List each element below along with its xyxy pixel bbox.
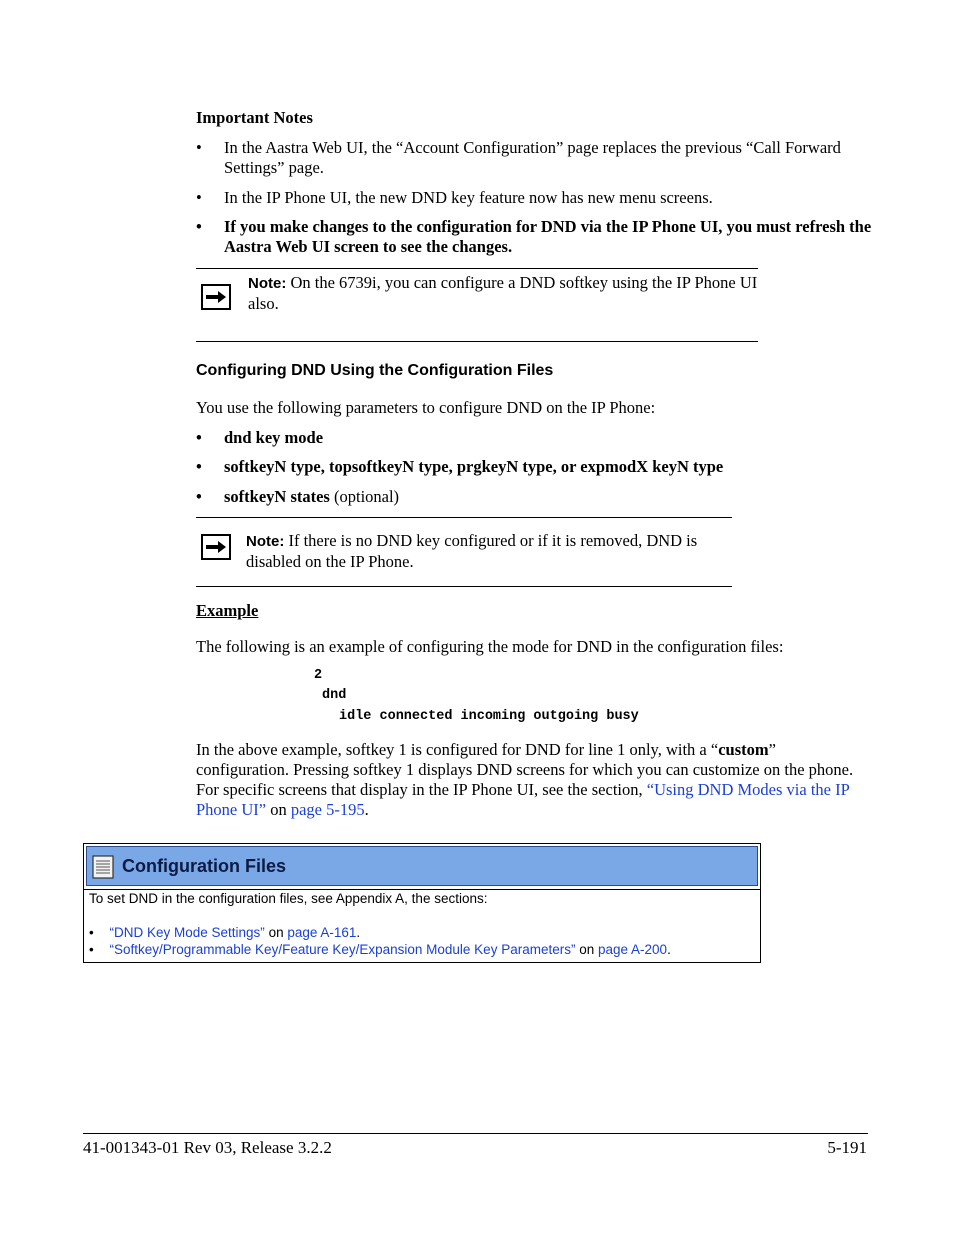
para-text: In the above example, softkey 1 is configured for DND for line 1 only, with a “ — [196, 740, 719, 759]
page-link[interactable]: page A-200 — [598, 942, 668, 957]
example-paragraph — [196, 740, 868, 820]
param-name: softkeyN type, topsoftkeyN type, prgkeyN type, or expmodX keyN type — [224, 457, 724, 476]
config-files-title: Configuration Files — [122, 856, 286, 876]
item-text: . — [356, 925, 361, 940]
note-bottom-rule — [196, 341, 758, 342]
para-bold: custom — [718, 740, 769, 759]
example-intro: The following is an example of configuring the mode for DND in the configuration files: — [196, 637, 784, 656]
bullet-text: In the IP Phone UI, the new DND key feature now has new menu screens. — [224, 188, 713, 207]
code-line: 2 — [314, 668, 323, 683]
list-item — [196, 487, 876, 507]
config-files-box — [83, 843, 761, 963]
arrow-right-icon — [201, 284, 231, 310]
note-top-rule — [196, 268, 758, 269]
document-icon — [92, 855, 114, 884]
bullet-marker: • — [196, 188, 202, 207]
code-line: idle connected incoming outgoing busy — [339, 709, 639, 724]
item-text: . — [667, 942, 671, 957]
bullet-marker: • — [196, 487, 202, 506]
bullet-text: In the Aastra Web UI, the “Account Configuration” page replaces the previous “Call Forward Settings” page. — [224, 138, 841, 177]
footer-page-number: 5-191 — [827, 1138, 867, 1157]
para-text: . — [364, 800, 369, 819]
param-note: (optional) — [329, 487, 400, 506]
arrow-right-icon — [201, 534, 231, 560]
section-intro: You use the following parameters to configure DND on the IP Phone: — [196, 398, 656, 417]
param-name: dnd key mode — [224, 428, 324, 447]
section-link[interactable]: “Softkey/Programmable Key/Feature Key/Expansion Module Key Parameters” — [109, 942, 576, 957]
bullet-marker: • — [89, 942, 94, 957]
section-heading: Configuring DND Using the Configuration Files — [196, 362, 554, 379]
page-link[interactable]: page A-161 — [287, 925, 357, 940]
para-text: on — [266, 800, 291, 819]
list-item — [196, 217, 876, 257]
note-text: On the 6739i, you can configure a DND softkey using the IP Phone UI also. — [248, 273, 758, 313]
bullet-marker: • — [196, 457, 202, 476]
footer-doc-id: 41-001343-01 Rev 03, Release 3.2.2 — [83, 1138, 332, 1157]
config-files-header — [86, 846, 758, 886]
para-text: ” configuration. Pressing softkey 1 displays DND screens for which you can customize on the phone. For specific screens that display in the IP Phone UI, see the section, — [196, 740, 854, 799]
bullet-text: If you make changes to the configuration for DND via the IP Phone UI, you must refresh the Aastra Web UI screen to see the changes. — [224, 217, 872, 256]
example-heading: Example — [196, 601, 259, 620]
list-item — [196, 428, 876, 448]
item-text: on — [264, 925, 288, 940]
section-link[interactable]: “DND Key Mode Settings” — [109, 925, 265, 940]
bullet-marker: • — [196, 138, 202, 157]
list-item — [196, 188, 876, 208]
note-content — [248, 273, 758, 314]
config-files-divider — [84, 889, 760, 890]
note-bottom-rule — [196, 586, 732, 587]
note-text: If there is no DND key configured or if it is removed, DND is disabled on the IP Phone. — [246, 531, 698, 571]
list-item — [89, 942, 749, 957]
bullet-marker: • — [89, 925, 94, 940]
note-content — [246, 531, 732, 572]
list-item — [89, 925, 749, 940]
important-notes-heading: Important Notes — [196, 108, 313, 127]
list-item — [196, 457, 876, 477]
note-label: Note: — [246, 533, 285, 550]
param-name: softkeyN states — [224, 487, 330, 506]
page-link[interactable]: page 5-195 — [290, 800, 365, 819]
bullet-marker: • — [196, 217, 202, 236]
item-text: on — [575, 942, 598, 957]
section-link[interactable]: “Using DND Modes via the IP Phone UI” — [196, 780, 850, 819]
footer-rule — [83, 1133, 868, 1134]
config-files-intro: To set DND in the configuration files, see Appendix A, the sections: — [89, 891, 488, 906]
note-label: Note: — [248, 275, 287, 292]
list-item — [196, 138, 876, 178]
bullet-marker: • — [196, 428, 202, 447]
code-line: dnd — [322, 688, 347, 703]
note-top-rule — [196, 517, 732, 518]
